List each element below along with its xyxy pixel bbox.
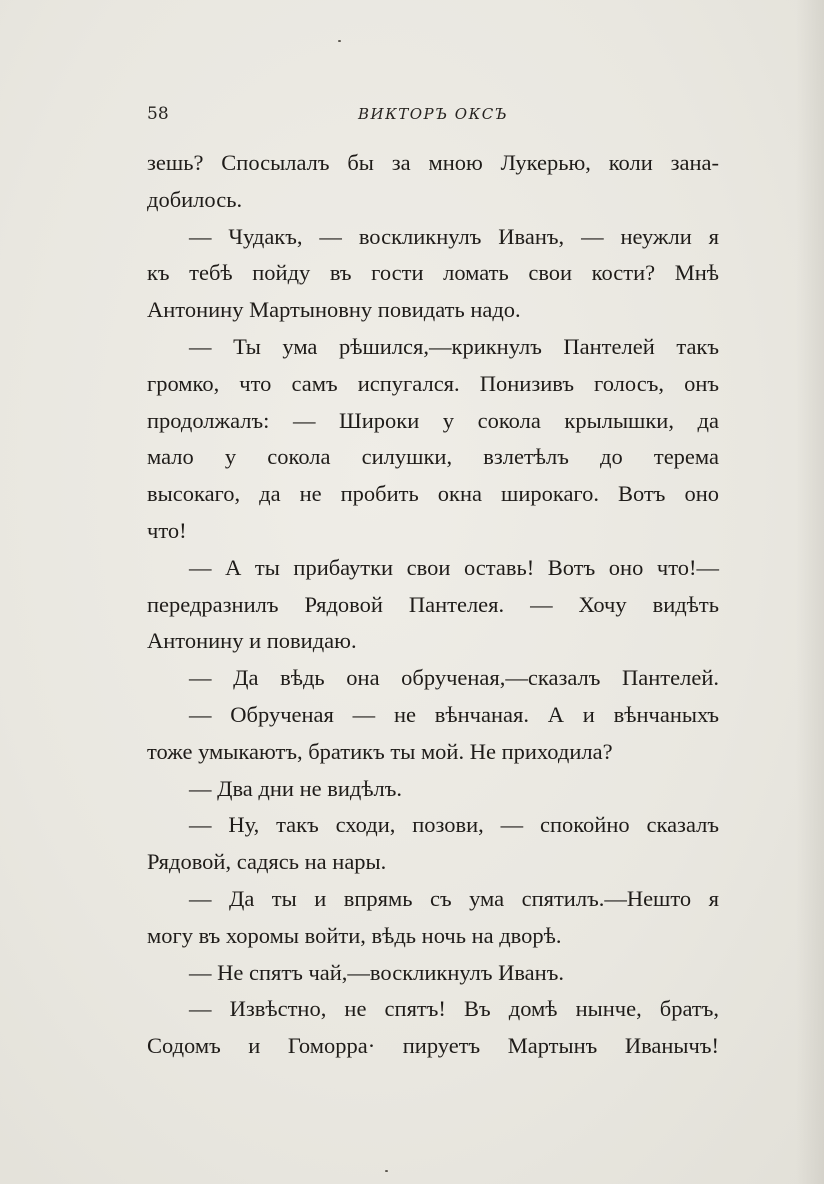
text-line: что! — [147, 517, 187, 543]
text-line: — Обрученая — не вѣнчаная. А и вѣнчаныхъ — [189, 701, 719, 727]
text-line: Содомъ и Гоморра· пируетъ Мартынъ Иванычъ! — [147, 1033, 719, 1059]
text-line: — Да вѣдь она обрученая,—сказалъ Пантелей. — [189, 665, 719, 691]
text-line: высокаго, да не пробить окна широкаго. Вотъ оно — [147, 481, 719, 507]
body-text — [147, 145, 719, 1065]
paper-speck — [338, 40, 341, 42]
text-line: къ тебѣ пойду въ гости ломать свои кости? Мнѣ — [147, 260, 719, 286]
text-line: — Ты ума рѣшился,—крикнулъ Пантелей такъ — [189, 333, 719, 359]
text-line: — Ну, такъ сходи, позови, — спокойно сказалъ — [189, 812, 719, 838]
running-head: ВИКТОРЪ ОКСЪ — [358, 105, 509, 123]
text-line: — Два дни не видѣлъ. — [189, 775, 403, 801]
text-line: тоже умыкаютъ, братикъ ты мой. Не приходила? — [147, 738, 613, 764]
text-line: могу въ хоромы войти, вѣдь ночь на дворѣ. — [147, 922, 562, 948]
page-number: 58 — [147, 104, 169, 124]
text-line: Рядовой, садясь на нары. — [147, 849, 387, 875]
paper-speck — [385, 1170, 388, 1172]
text-line: продолжалъ: — Широки у сокола крылышки, да — [147, 407, 719, 433]
text-line: — Не спятъ чай,—воскликнулъ Иванъ. — [189, 959, 564, 985]
text-line: передразнилъ Рядовой Пантелея. — Хочу видѣть — [147, 591, 719, 617]
text-line: — Чудакъ, — воскликнулъ Иванъ, — неужли я — [189, 223, 719, 249]
text-line: — А ты прибаутки свои оставь! Вотъ оно что!— — [189, 554, 719, 580]
text-line: добилось. — [147, 186, 243, 212]
text-line: Антонину и повидаю. — [147, 628, 357, 654]
text-line: — Да ты и впрямь съ ума спятилъ.—Нешто я — [189, 885, 719, 911]
text-line: Антонину Мартыновну повидать надо. — [147, 297, 521, 323]
page-header — [0, 102, 824, 126]
page-edge-shadow — [796, 0, 824, 1184]
text-line: — Извѣстно, не спятъ! Въ домѣ нынче, братъ, — [189, 996, 719, 1022]
text-line: мало у сокола силушки, взлетѣлъ до терема — [147, 444, 719, 470]
text-line: громко, что самъ испугался. Понизивъ голосъ, онъ — [147, 370, 719, 396]
text-line: зешь? Спосылалъ бы за мною Лукерью, коли зана- — [147, 150, 719, 175]
